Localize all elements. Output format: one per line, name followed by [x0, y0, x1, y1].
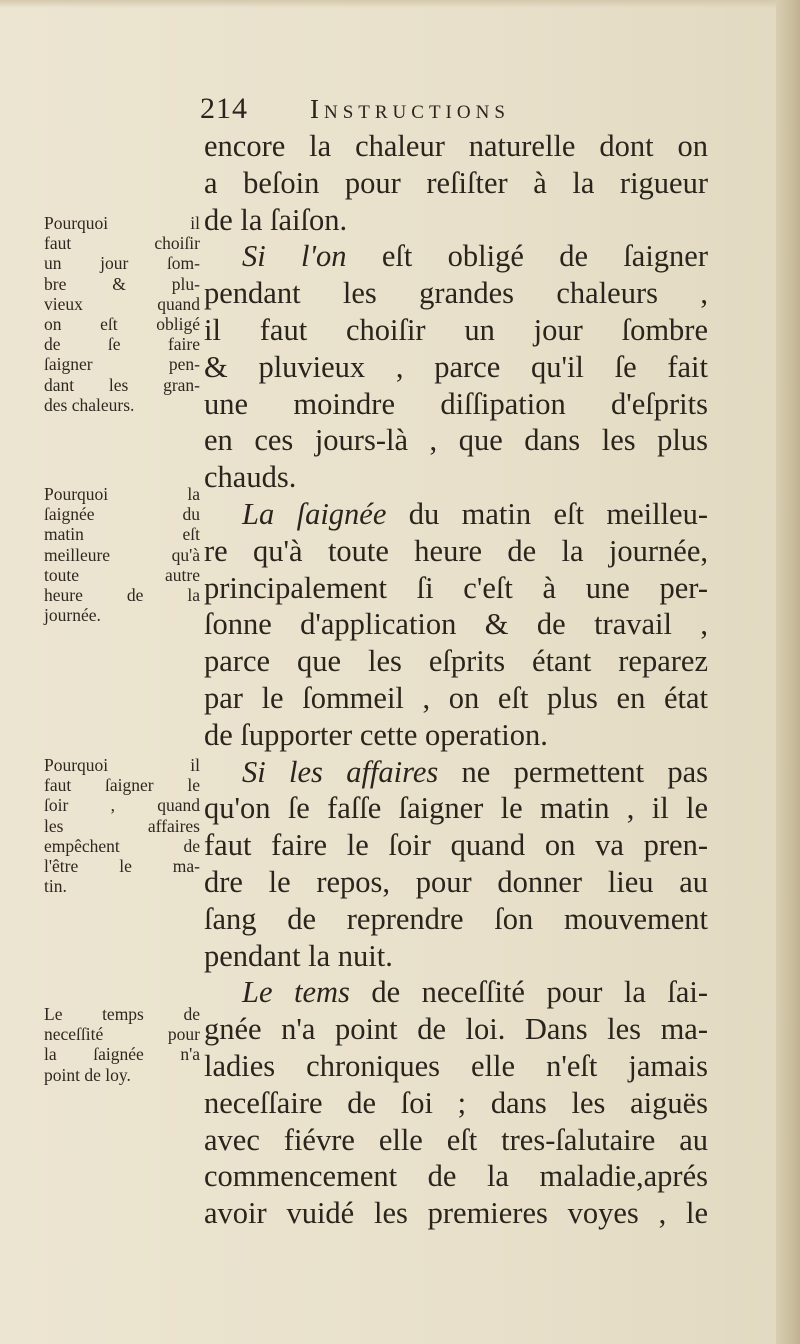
text-line — [204, 974, 708, 1011]
text-segment: en ces jours-là , que dans les plus — [204, 423, 708, 458]
text-line — [204, 680, 708, 717]
italic-lead: Si les affaires — [242, 754, 439, 789]
text-segment: eſt obligé de ſaigner — [346, 239, 708, 274]
text-segment: ne permettent pas — [438, 754, 709, 789]
running-title: Instructions — [310, 94, 510, 124]
page-number: 214 — [200, 92, 248, 125]
text-line — [204, 790, 708, 827]
margin-note-line: bre & plu- — [44, 273, 200, 294]
text-segment: commencement de la maladie,aprés — [204, 1159, 708, 1194]
margin-note-line: tin. — [44, 876, 67, 897]
text-line — [204, 386, 708, 423]
text-segment: une moindre diſſipation d'eſprits — [204, 386, 708, 421]
text-line — [204, 165, 708, 202]
margin-note-line: journée. — [44, 605, 101, 626]
margin-note-line: meilleure qu'à — [44, 544, 200, 565]
text-line — [204, 202, 708, 239]
text-segment: qu'on ſe faſſe ſaigner le matin , il le — [204, 791, 708, 826]
text-line — [204, 754, 708, 791]
text-segment: dre le repos, pour donner lieu au — [204, 864, 708, 899]
text-segment: par le ſommeil , on eſt plus en état — [204, 680, 708, 715]
text-line — [204, 238, 708, 275]
body-text — [204, 128, 708, 1232]
margin-note-line: l'être le ma- — [44, 856, 200, 877]
text-segment: pendant la nuit. — [204, 938, 393, 973]
text-line — [204, 128, 708, 165]
page-top-edge — [0, 0, 800, 8]
text-segment: ſonne d'application & de travail , — [204, 607, 708, 642]
margin-note-line: la ſaignée n'a — [44, 1044, 200, 1065]
margin-note-line: Pourquoi la — [44, 484, 200, 504]
margin-note-line: on eſt obligé — [44, 314, 200, 335]
margin-note-line: Pourquoi il — [44, 213, 200, 233]
italic-lead: Le tems — [242, 975, 350, 1010]
text-segment: parce que les eſprits étant reparez — [204, 644, 708, 679]
text-segment: chauds. — [204, 460, 297, 495]
margin-note-line: les affaires — [44, 815, 200, 836]
margin-note-line: Le temps de — [44, 1004, 200, 1024]
margin-note-line: ſoir , quand — [44, 795, 200, 816]
margin-note-line: matin eſt — [44, 524, 200, 545]
margin-note-line: de ſe faire — [44, 334, 200, 355]
text-line — [204, 570, 708, 607]
text-segment: ladies chroniques elle n'eſt jamais — [204, 1048, 708, 1083]
text-line — [204, 1195, 708, 1232]
margin-note-line: vieux quand — [44, 293, 200, 314]
margin-note-line: empêchent de — [44, 835, 200, 856]
text-segment: avoir vuidé les premieres voyes , le — [204, 1196, 708, 1231]
text-segment: du matin eſt meilleu- — [386, 496, 708, 531]
text-line — [204, 717, 708, 754]
text-segment: neceſſaire de ſoi ; dans les aiguës — [204, 1085, 708, 1120]
text-line — [204, 1048, 708, 1085]
text-line — [204, 1085, 708, 1122]
text-segment: gnée n'a point de loi. Dans les ma- — [204, 1012, 708, 1047]
margin-note-2 — [44, 484, 200, 625]
italic-lead: La ſaignée — [242, 496, 387, 531]
page-header — [200, 92, 600, 132]
margin-note-line: ſaignée du — [44, 504, 200, 525]
text-line — [204, 1158, 708, 1195]
text-segment: il faut choiſir un jour ſombre — [204, 312, 708, 347]
margin-note-4 — [44, 1004, 200, 1085]
margin-note-line: point de loy. — [44, 1064, 131, 1085]
text-segment: faut faire le ſoir quand on va pren- — [204, 828, 708, 863]
text-segment: de la ſaiſon. — [204, 202, 348, 237]
text-line — [204, 312, 708, 349]
italic-lead: Si l'on — [242, 239, 347, 274]
text-line — [204, 643, 708, 680]
margin-note-line: un jour ſom- — [44, 253, 200, 274]
text-segment: principalement ſi c'eſt à une per- — [204, 570, 708, 605]
text-line — [204, 901, 708, 938]
margin-note-line: des chaleurs. — [44, 394, 135, 415]
text-line — [204, 938, 708, 975]
margin-note-line: heure de la — [44, 585, 200, 606]
text-segment: de neceſſité pour la ſai- — [349, 975, 708, 1010]
text-line — [204, 1011, 708, 1048]
text-segment: re qu'à toute heure de la journée, — [204, 533, 708, 568]
text-line — [204, 459, 708, 496]
text-segment: avec fiévre elle eſt tres-ſalutaire au — [204, 1122, 708, 1157]
margin-note-3 — [44, 755, 200, 896]
text-line — [204, 827, 708, 864]
page-gutter — [776, 0, 800, 1344]
text-line — [204, 606, 708, 643]
text-segment: encore la chaleur naturelle dont on — [204, 129, 708, 163]
margin-note-line: faut ſaigner le — [44, 775, 200, 796]
text-line — [204, 533, 708, 570]
margin-note-1 — [44, 213, 200, 415]
text-segment: pendant les grandes chaleurs , — [204, 276, 708, 311]
text-line — [204, 349, 708, 386]
margin-note-line: dant les gran- — [44, 374, 200, 395]
margin-note-line: neceſſité pour — [44, 1024, 200, 1045]
text-line — [204, 1122, 708, 1159]
text-line — [204, 275, 708, 312]
text-segment: a beſoin pour reſiſter à la rigueur — [204, 165, 708, 200]
margin-note-line: faut choiſir — [44, 233, 200, 254]
text-line — [204, 496, 708, 533]
text-segment: ſang de reprendre ſon mouvement — [204, 901, 708, 936]
text-line — [204, 864, 708, 901]
margin-note-line: ſaigner pen- — [44, 354, 200, 375]
margin-note-line: toute autre — [44, 564, 200, 585]
text-segment: de ſupporter cette operation. — [204, 717, 548, 752]
text-segment: & pluvieux , parce qu'il ſe fait — [204, 349, 708, 384]
text-line — [204, 422, 708, 459]
margin-note-line: Pourquoi il — [44, 755, 200, 775]
